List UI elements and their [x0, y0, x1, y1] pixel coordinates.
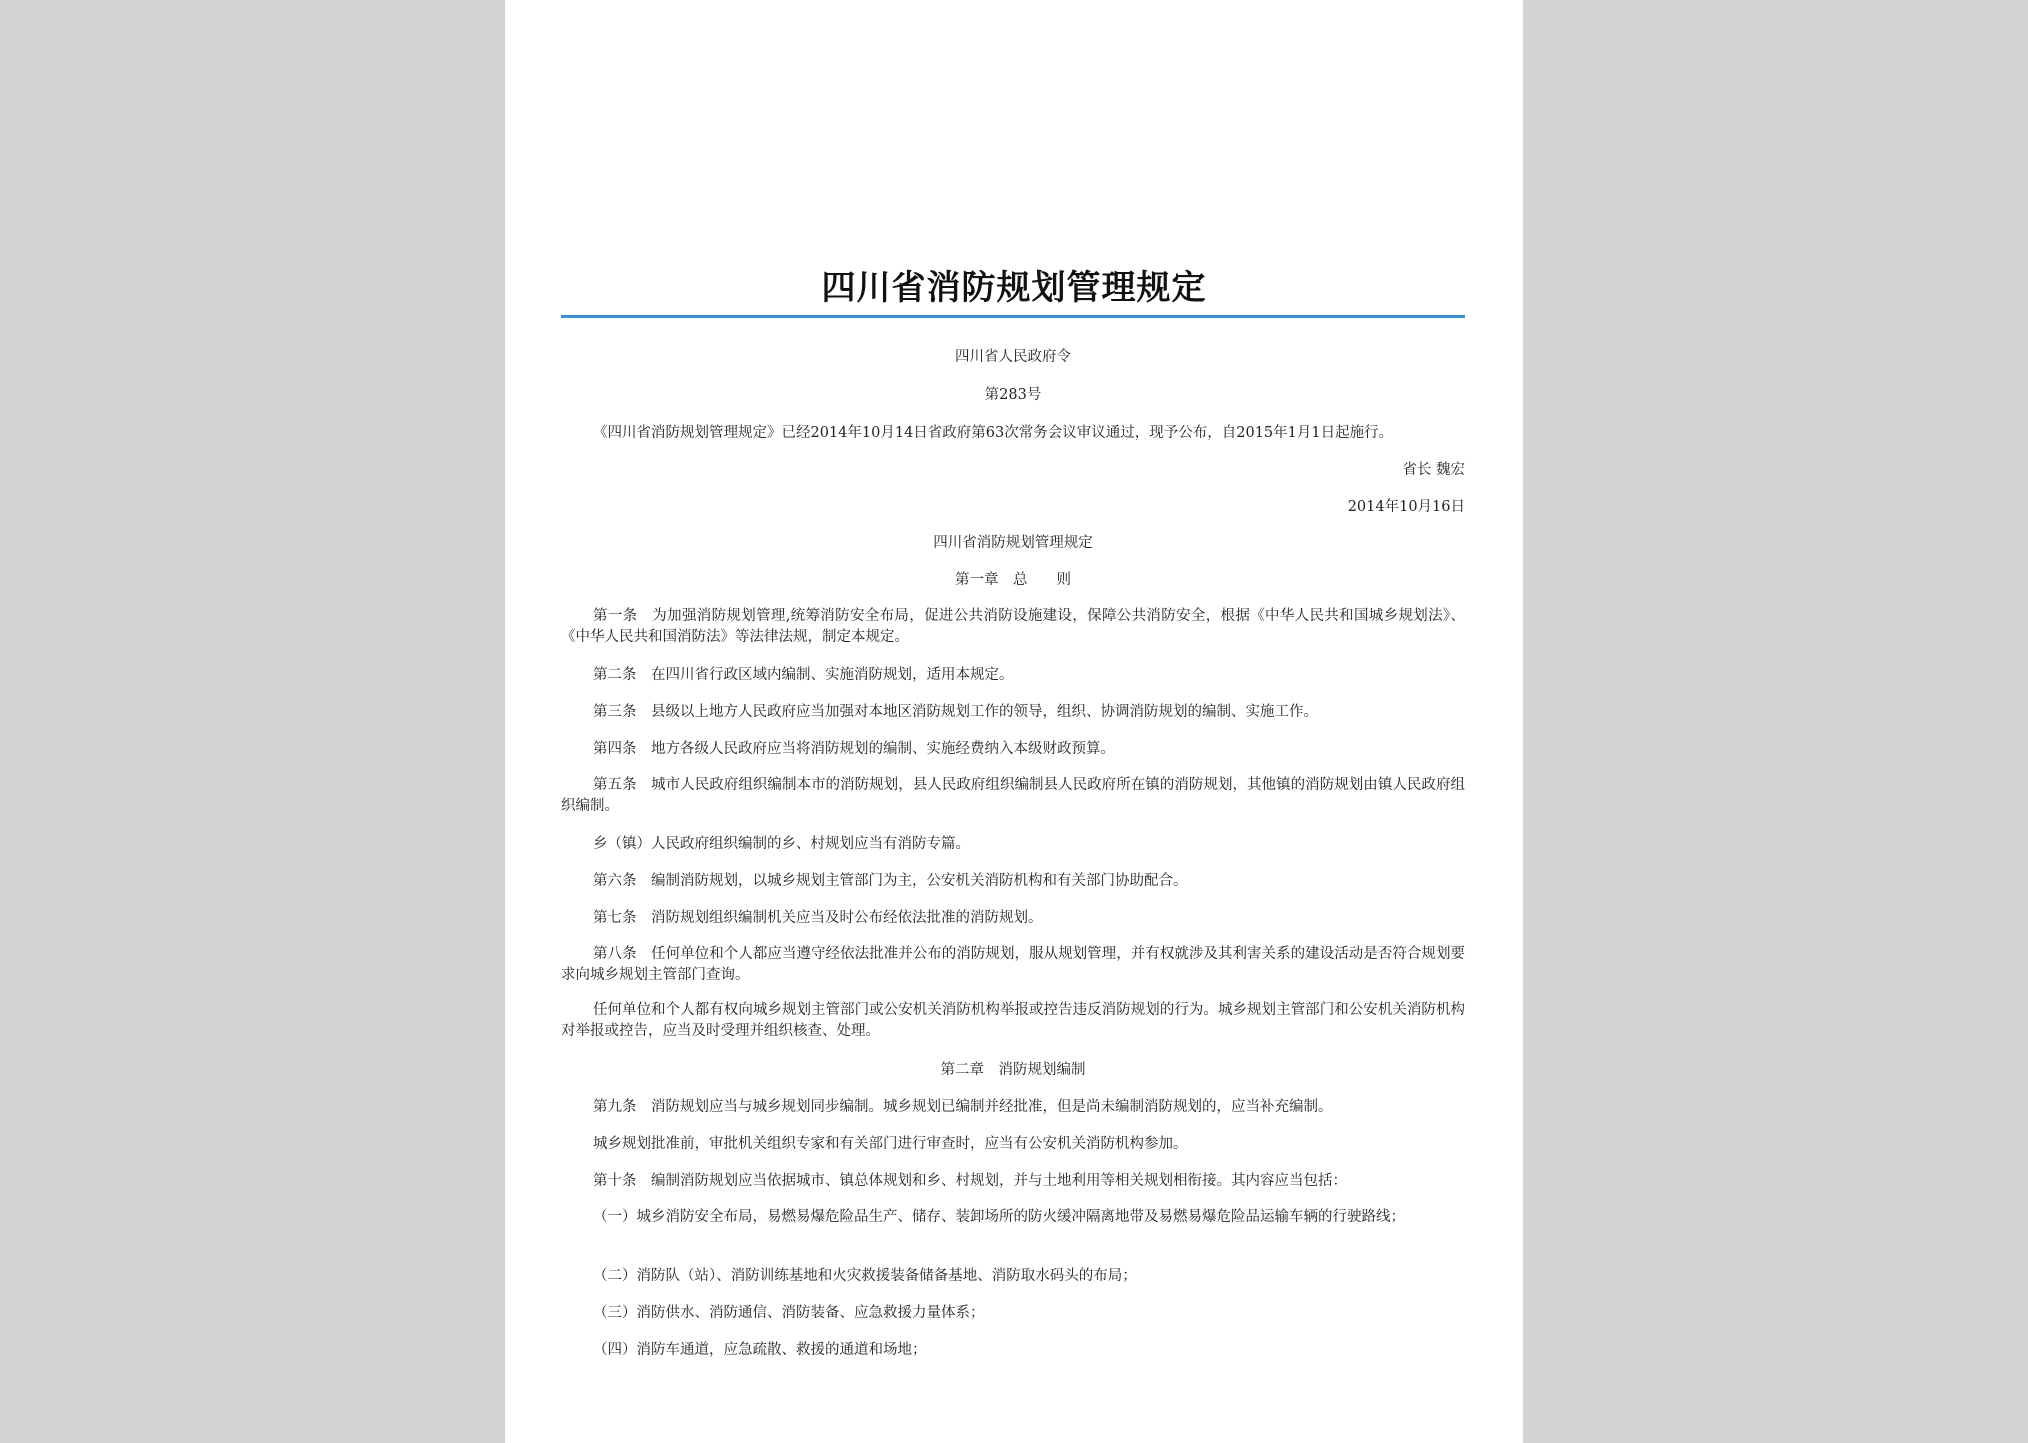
issuer-line: 四川省人民政府令: [955, 349, 1071, 365]
issue-date: 2014年10月16日: [1347, 499, 1465, 515]
article-10-item-2: （二）消防队（站）、消防训练基地和火灾救援装备储备基地、消防取水码头的布局；: [593, 1268, 1137, 1284]
document-title: 四川省消防规划管理规定: [821, 268, 1207, 308]
article-6: 第六条 编制消防规划，以城乡规划主管部门为主，公安机关消防机构和有关部门协助配合。: [593, 873, 1188, 889]
document-page: [505, 0, 1523, 1443]
article-10: 第十条 编制消防规划应当依据城市、镇总体规划和乡、村规划，并与土地利用等相关规划相衔接。其内容应当包括：: [593, 1173, 1347, 1189]
title-divider: [561, 315, 1465, 318]
article-9: 第九条 消防规划应当与城乡规划同步编制。城乡规划已编制并经批准，但是尚未编制消防规划的，应当补充编制。: [593, 1099, 1333, 1115]
article-1: 第一条 为加强消防规划管理,统筹消防安全布局，促进公共消防设施建设，保障公共消防安全，根据《中华人民共和国城乡规划法》、《中华人民共和国消防法》等法律法规，制定本规定。: [561, 608, 1465, 645]
order-number: 第283号: [984, 387, 1042, 403]
article-7: 第七条 消防规划组织编制机关应当及时公布经依法批准的消防规划。: [593, 910, 1043, 926]
chapter-2-heading: 第二章 消防规划编制: [940, 1062, 1086, 1078]
regulation-subtitle: 四川省消防规划管理规定: [933, 535, 1093, 551]
signatory: 省长 魏宏: [1402, 462, 1465, 478]
article-8: 第八条 任何单位和个人都应当遵守经依法批准并公布的消防规划，服从规划管理，并有权就涉及其利害关系的建设活动是否符合规划要求向城乡规划主管部门查询。: [561, 946, 1465, 983]
article-5: 第五条 城市人民政府组织编制本市的消防规划，县人民政府组织编制县人民政府所在镇的消防规划，其他镇的消防规划由镇人民政府组织编制。: [561, 777, 1465, 814]
article-8-paragraph-2: 任何单位和个人都有权向城乡规划主管部门或公安机关消防机构举报或控告违反消防规划的行为。城乡规划主管部门和公安机关消防机构对举报或控告，应当及时受理并组织核查、处理。: [561, 1002, 1465, 1039]
article-2: 第二条 在四川省行政区域内编制、实施消防规划，适用本规定。: [593, 667, 1014, 683]
article-5-paragraph-2: 乡（镇）人民政府组织编制的乡、村规划应当有消防专篇。: [593, 836, 970, 852]
article-3: 第三条 县级以上地方人民政府应当加强对本地区消防规划工作的领导，组织、协调消防规划的编制、实施工作。: [593, 704, 1318, 720]
article-10-item-4: （四）消防车通道，应急疏散、救援的通道和场地；: [593, 1342, 927, 1358]
article-9-paragraph-2: 城乡规划批准前，审批机关组织专家和有关部门进行审查时，应当有公安机关消防机构参加。: [593, 1136, 1188, 1152]
promulgation-text: 《四川省消防规划管理规定》已经2014年10月14日省政府第63次常务会议审议通过，现予公布，自2015年1月1日起施行。: [593, 425, 1394, 441]
article-10-item-3: （三）消防供水、消防通信、消防装备、应急救援力量体系；: [593, 1305, 985, 1321]
article-10-item-1: （一）城乡消防安全布局，易燃易爆危险品生产、储存、装卸场所的防火缓冲隔离地带及易燃易爆危险品运输车辆的行驶路线；: [593, 1209, 1405, 1225]
chapter-1-heading: 第一章 总 则: [955, 572, 1071, 588]
article-4: 第四条 地方各级人民政府应当将消防规划的编制、实施经费纳入本级财政预算。: [593, 741, 1115, 757]
